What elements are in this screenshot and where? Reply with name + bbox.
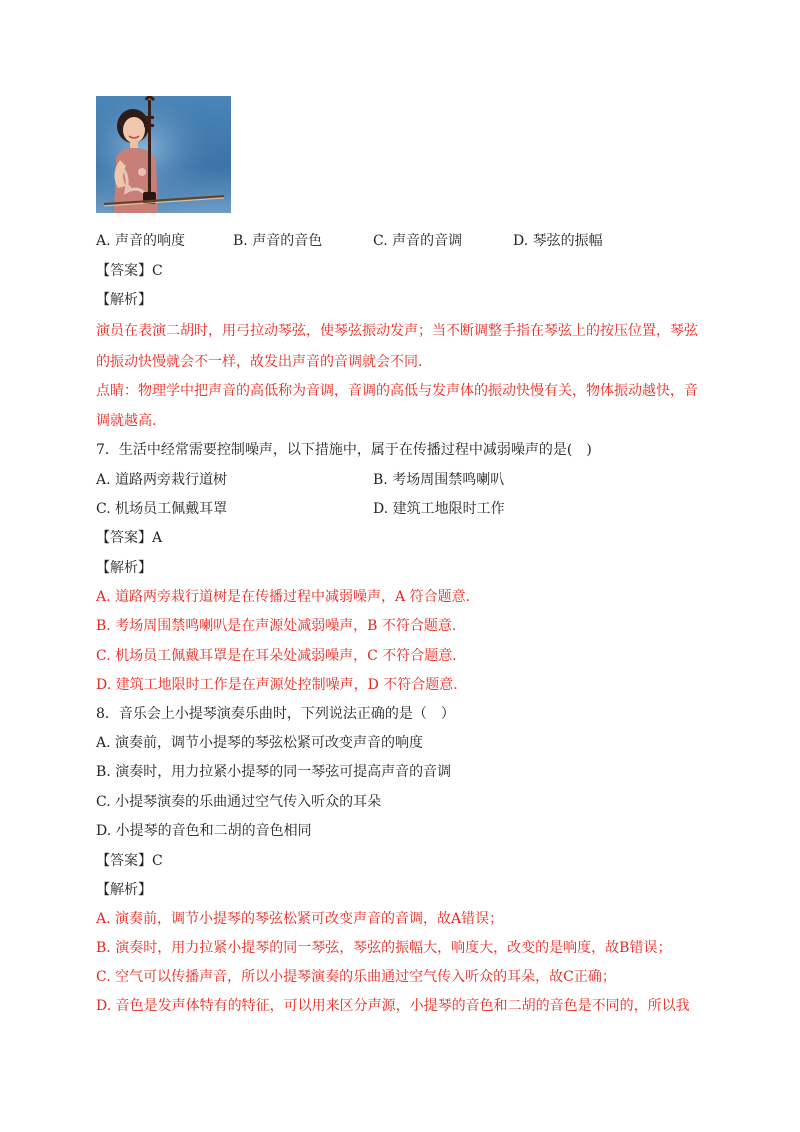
q6-answer: 【答案】C <box>96 263 163 279</box>
q7-option-a: A. 道路两旁栽行道树 <box>96 472 228 488</box>
q7-analysis-line: B. 考场周围禁鸣喇叭是在声源处减弱噪声，B 不符合题意. <box>96 618 457 634</box>
q8-option-a: A. 演奏前，调节小提琴的琴弦松紧可改变声音的响度 <box>96 735 424 751</box>
q8-stem: 8．音乐会上小提琴演奏乐曲时，下列说法正确的是（ ） <box>96 706 455 722</box>
q6-analysis-label: 【解析】 <box>96 292 152 308</box>
q8-option-d: D. 小提琴的音色和二胡的音色相同 <box>96 823 312 839</box>
q8-analysis-line: C. 空气可以传播声音，所以小提琴演奏的乐曲通过空气传入听众的耳朵，故C正确； <box>96 969 616 985</box>
q7-analysis-line: D. 建筑工地限时工作是在声源处控制噪声，D 不符合题意. <box>96 677 458 693</box>
q6-option-c: C. 声音的音调 <box>373 233 463 249</box>
q6-analysis-line: 调就越高. <box>96 413 157 429</box>
q7-option-c: C. 机场员工佩戴耳罩 <box>96 501 228 517</box>
q7-option-d: D. 建筑工地限时工作 <box>373 501 505 517</box>
q8-analysis-line: B. 演奏时，用力拉紧小提琴的同一琴弦，琴弦的振幅大，响度大，改变的是响度，故B错误； <box>96 940 672 956</box>
q7-analysis-line: A. 道路两旁栽行道树是在传播过程中减弱噪声，A 符合题意. <box>96 589 471 605</box>
q8-analysis-line: D. 音色是发声体特有的特征，可以用来区分声源，小提琴的音色和二胡的音色是不同的，所以我 <box>96 998 690 1014</box>
q6-option-b: B. 声音的音色 <box>233 233 323 249</box>
q8-option-b: B. 演奏时，用力拉紧小提琴的同一琴弦可提高声音的音调 <box>96 764 452 780</box>
q6-option-d: D. 琴弦的振幅 <box>513 233 603 249</box>
q7-option-b: B. 考场周围禁鸣喇叭 <box>373 472 505 488</box>
q6-analysis-line: 点睛：物理学中把声音的高低称为音调，音调的高低与发声体的振动快慢有关，物体振动越快，音 <box>96 383 698 399</box>
q6-option-a: A. 声音的响度 <box>96 233 186 249</box>
q8-option-c: C. 小提琴演奏的乐曲通过空气传入听众的耳朵 <box>96 794 382 810</box>
q8-answer: 【答案】C <box>96 853 163 869</box>
q7-analysis-label: 【解析】 <box>96 560 152 576</box>
q8-analysis-line: A. 演奏前，调节小提琴的琴弦松紧可改变声音的音调，故A错误； <box>96 911 504 927</box>
q6-analysis-line: 演员在表演二胡时，用弓拉动琴弦，使琴弦振动发声；当不断调整手指在琴弦上的按压位置，琴弦 <box>96 323 698 339</box>
erhu-performer-photo <box>96 96 231 213</box>
q7-analysis-line: C. 机场员工佩戴耳罩是在耳朵处减弱噪声，C 不符合题意. <box>96 648 457 664</box>
q7-answer: 【答案】A <box>96 530 163 546</box>
q8-analysis-label: 【解析】 <box>96 882 152 898</box>
q7-stem: 7．生活中经常需要控制噪声，以下措施中，属于在传播过程中减弱噪声的是( ) <box>96 442 592 458</box>
q6-analysis-line: 的振动快慢就会不一样，故发出声音的音调就会不同. <box>96 354 423 370</box>
erhu-performer-image <box>96 96 231 213</box>
